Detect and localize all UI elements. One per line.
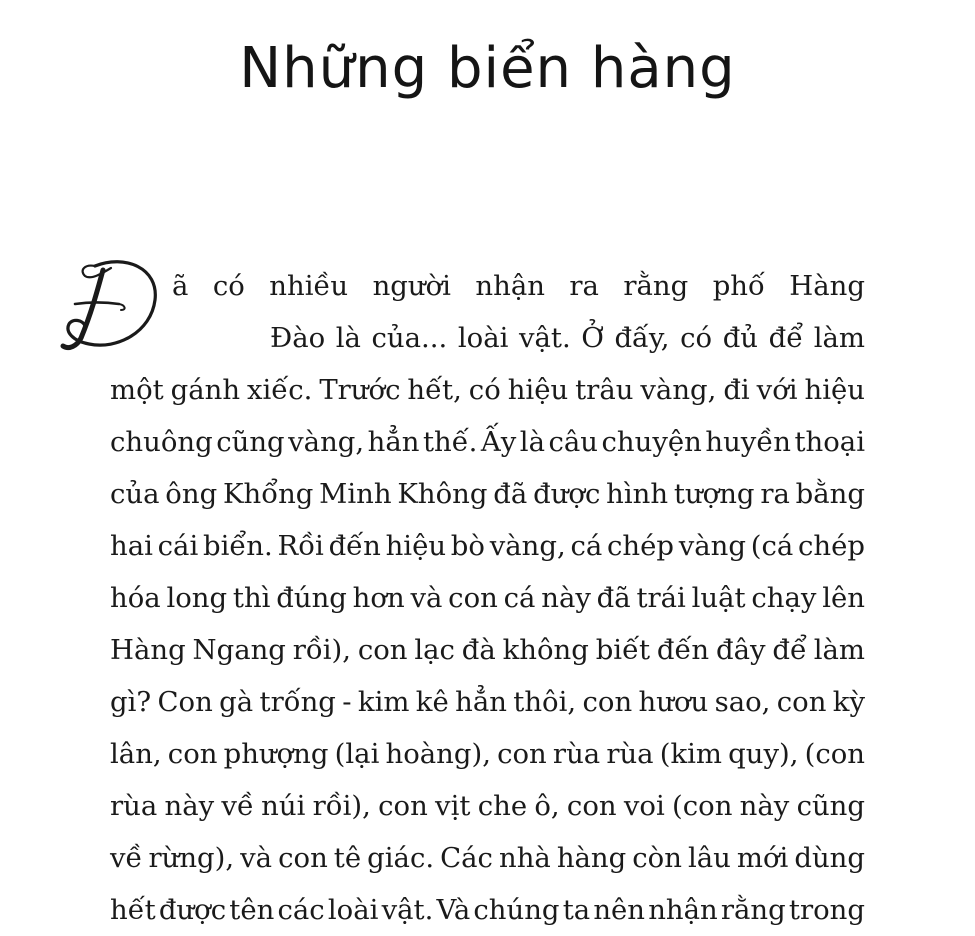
text-line: rùa này về núi rồi), con vịt che ô, con voi (con này cũng	[110, 790, 865, 822]
text-line: hóa long thì đúng hơn và con cá này đã trái luật chạy lên	[110, 582, 865, 614]
text-line: ã có nhiều người nhận ra rằng phố Hàng	[172, 270, 865, 302]
text-line: của ông Khổng Minh Không đã được hình tượng ra bằng	[110, 478, 865, 510]
dropcap-ornament	[55, 248, 167, 360]
text-line: chuông cũng vàng, hẳn thế. Ấy là câu chuyện huyền thoại	[110, 426, 865, 458]
text-line: lân, con phượng (lại hoàng), con rùa rùa (kim quy), (con	[110, 738, 865, 770]
text-line: về rừng), và con tê giác. Các nhà hàng còn lâu mới dùng	[110, 842, 865, 874]
text-line: gì? Con gà trống - kim kê hẳn thôi, con hươu sao, con kỳ	[110, 686, 865, 718]
dropcap-letter	[55, 248, 167, 360]
text-line: hết được tên các loài vật. Và chúng ta nên nhận rằng trong	[110, 894, 865, 926]
text-line: một gánh xiếc. Trước hết, có hiệu trâu vàng, đi với hiệu	[110, 374, 865, 406]
text-line: Hàng Ngang rồi), con lạc đà không biết đến đây để làm	[110, 634, 865, 666]
text-line: hai cái biển. Rồi đến hiệu bò vàng, cá chép vàng (cá chép	[110, 530, 865, 562]
chapter-title: Những biển hàng	[239, 36, 736, 101]
text-line: Đào là của... loài vật. Ở đấy, có đủ để làm	[270, 322, 865, 354]
